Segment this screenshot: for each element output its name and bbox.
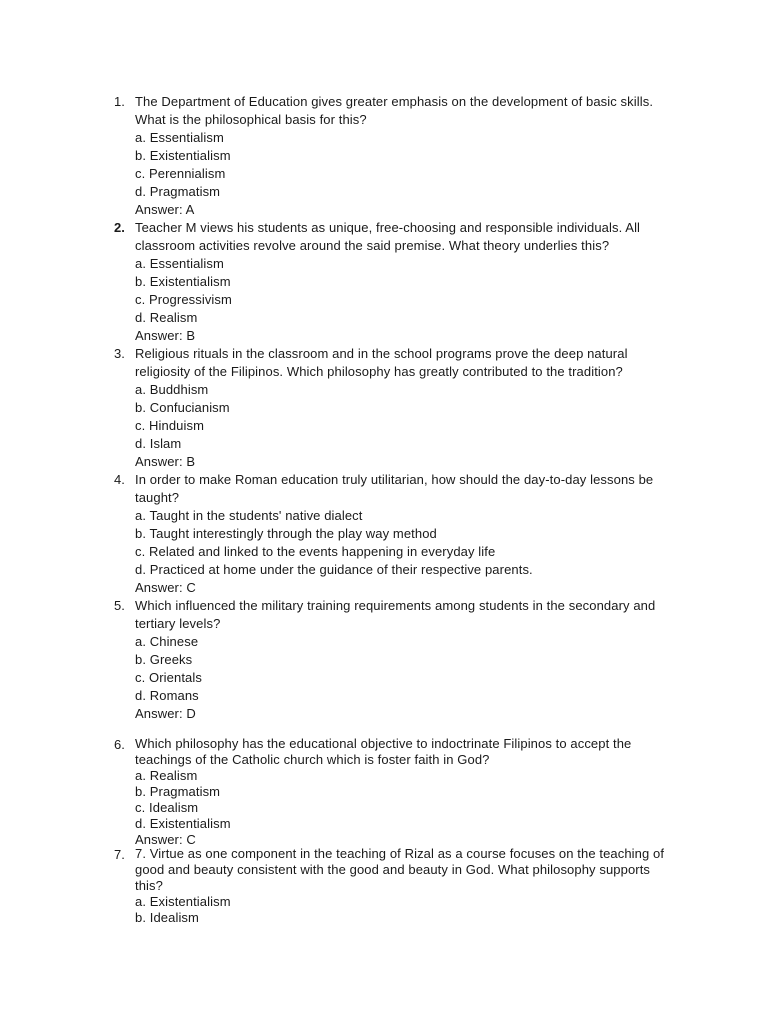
answer-option: c. Hinduism [135,418,205,433]
question-text-line: Which philosophy has the educational objective to indoctrinate Filipinos to accept the [135,736,632,751]
question-number: 7. [114,847,125,862]
answer-option: b. Idealism [135,910,199,925]
question-body [135,846,665,926]
answer-option: a. Essentialism [135,256,224,271]
question-text-line: Which influenced the military training requirements among students in the secondary and [135,598,656,613]
answer-option: a. Existentialism [135,894,231,909]
answer-key: Answer: B [135,328,196,343]
answer-option: a. Essentialism [135,130,224,145]
question-text-line: In order to make Roman education truly utilitarian, how should the day-to-day lessons be [135,472,654,487]
question-text-line: Religious rituals in the classroom and in the school programs prove the deep natural [135,346,628,361]
answer-option: c. Idealism [135,800,199,815]
question-text-line: What is the philosophical basis for this? [135,112,367,127]
answer-option: b. Taught interestingly through the play way method [135,526,437,541]
answer-option: a. Chinese [135,634,199,649]
answer-option: b. Existentialism [135,148,231,163]
answer-key: Answer: C [135,832,196,847]
question-number: 4. [114,472,125,487]
question-text-line: religiosity of the Filipinos. Which philosophy has greatly contributed to the tradition? [135,364,623,379]
question-body [135,471,665,597]
question-number: 5. [114,598,125,613]
question-body [135,93,665,219]
answer-option: c. Perennialism [135,166,226,181]
answer-option: b. Confucianism [135,400,230,415]
question-text-line: tertiary levels? [135,616,221,631]
answer-key: Answer: D [135,706,196,721]
answer-option: a. Taught in the students' native dialect [135,508,363,523]
question-text-line: taught? [135,490,180,505]
question-text-line: this? [135,878,163,893]
question-number: 1. [114,94,125,109]
question-text-line: The Department of Education gives greater emphasis on the development of basic skills. [135,94,654,109]
question-text-line: good and beauty consistent with the good and beauty in God. What philosophy supports [135,862,651,877]
question-body [135,345,665,471]
answer-option: d. Islam [135,436,182,451]
question-text-line: 7. Virtue as one component in the teaching of Rizal as a course focuses on the teaching of [135,846,665,861]
answer-option: c. Progressivism [135,292,232,307]
answer-option: b. Pragmatism [135,784,221,799]
question-text-line: Teacher M views his students as unique, free-choosing and responsible individuals. All [135,220,641,235]
answer-option: c. Orientals [135,670,202,685]
question-body [135,736,665,848]
answer-option: c. Related and linked to the events happening in everyday life [135,544,496,559]
question-text-line: teachings of the Catholic church which is foster faith in God? [135,752,490,767]
answer-key: Answer: B [135,454,196,469]
answer-key: Answer: C [135,580,196,595]
answer-option: d. Realism [135,310,198,325]
answer-option: a. Realism [135,768,198,783]
answer-option: b. Greeks [135,652,193,667]
question-number: 6. [114,737,125,752]
answer-option: d. Existentialism [135,816,231,831]
answer-option: d. Practiced at home under the guidance of their respective parents. [135,562,533,577]
question-body [135,597,665,723]
answer-option: d. Romans [135,688,199,703]
answer-option: d. Pragmatism [135,184,221,199]
question-number: 2. [114,220,125,235]
question-text-line: classroom activities revolve around the said premise. What theory underlies this? [135,238,610,253]
answer-option: a. Buddhism [135,382,209,397]
question-number: 3. [114,346,125,361]
answer-key: Answer: A [135,202,195,217]
question-body [135,219,665,345]
answer-option: b. Existentialism [135,274,231,289]
